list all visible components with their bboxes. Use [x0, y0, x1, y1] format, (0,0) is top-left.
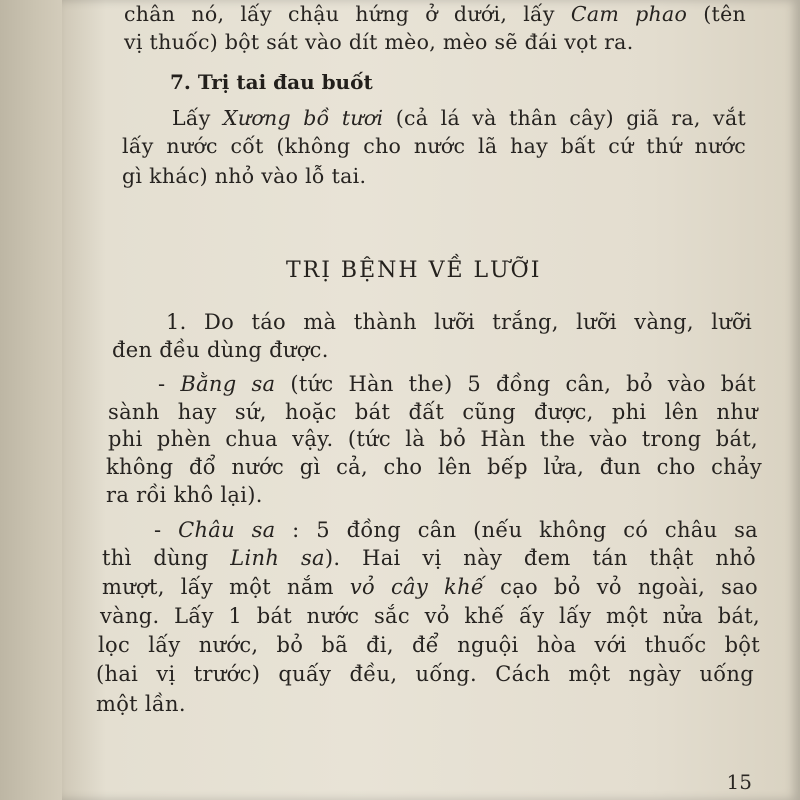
- section-heading: 7. Trị tai đau buốt: [170, 70, 373, 94]
- para2-line-5: ra rồi khô lại).: [106, 483, 263, 507]
- herb-name: vỏ cây khế: [349, 575, 485, 599]
- para3-line-6: (hai vị trước) quấy đều, uống. Cách một ngày uống: [96, 662, 754, 686]
- para3-line-3: mượt, lấy một nắm vỏ cây khế cạo bỏ vỏ ngoài, sao: [102, 575, 759, 599]
- chapter-title: TRỊ BỆNH VỀ LƯỠI: [286, 258, 542, 283]
- herb-name: Cam phao: [570, 2, 688, 26]
- section7-line-1: Lấy Xương bồ tươi (cả lá và thân cây) giã ra, vắt: [172, 106, 746, 130]
- para3-line-7: một lần.: [96, 692, 186, 716]
- para2-line-4: không đổ nước gì cả, cho lên bếp lửa, đun cho chảy: [106, 455, 762, 479]
- herb-name: Bằng sa: [180, 372, 276, 396]
- page-number: 15: [726, 770, 752, 794]
- para1-line-2: đen đều dùng được.: [112, 338, 329, 362]
- para2-line-3: phi phèn chua vậy. (tức là bỏ Hàn the vào trong bát,: [108, 427, 758, 451]
- para3-line-4: vàng. Lấy 1 bát nước sắc vỏ khế ấy lấy một nửa bát,: [100, 604, 760, 628]
- herb-name: Châu sa: [178, 518, 276, 542]
- top-line-1: chân nó, lấy chậu hứng ở dưới, lấy Cam phao (tên: [124, 2, 747, 26]
- para2-line-2: sành hay sứ, hoặc bát đất cũng được, phi lên như: [108, 400, 758, 424]
- para2-line-1: - Bằng sa (tức Hàn the) 5 đồng cân, bỏ vào bát: [158, 372, 757, 396]
- para3-line-2: thì dùng Linh sa). Hai vị này đem tán thật nhỏ: [102, 546, 756, 570]
- herb-name: Xương bồ tươi: [222, 106, 384, 130]
- para3-line-1: - Châu sa : 5 đồng cân (nếu không có châu sa: [154, 518, 758, 542]
- section7-line-3: gì khác) nhỏ vào lỗ tai.: [122, 164, 367, 188]
- book-gutter: [0, 0, 62, 800]
- para3-line-5: lọc lấy nước, bỏ bã đi, để nguội hòa với thuốc bột: [98, 633, 760, 657]
- para1-line-1: 1. Do táo mà thành lưỡi trắng, lưỡi vàng, lưỡi: [166, 310, 752, 334]
- section7-line-2: lấy nước cốt (không cho nước lã hay bất cứ thứ nước: [122, 134, 746, 158]
- herb-name: Linh sa: [230, 546, 325, 570]
- top-line-2: vị thuốc) bột sát vào dít mèo, mèo sẽ đái vọt ra.: [124, 30, 634, 54]
